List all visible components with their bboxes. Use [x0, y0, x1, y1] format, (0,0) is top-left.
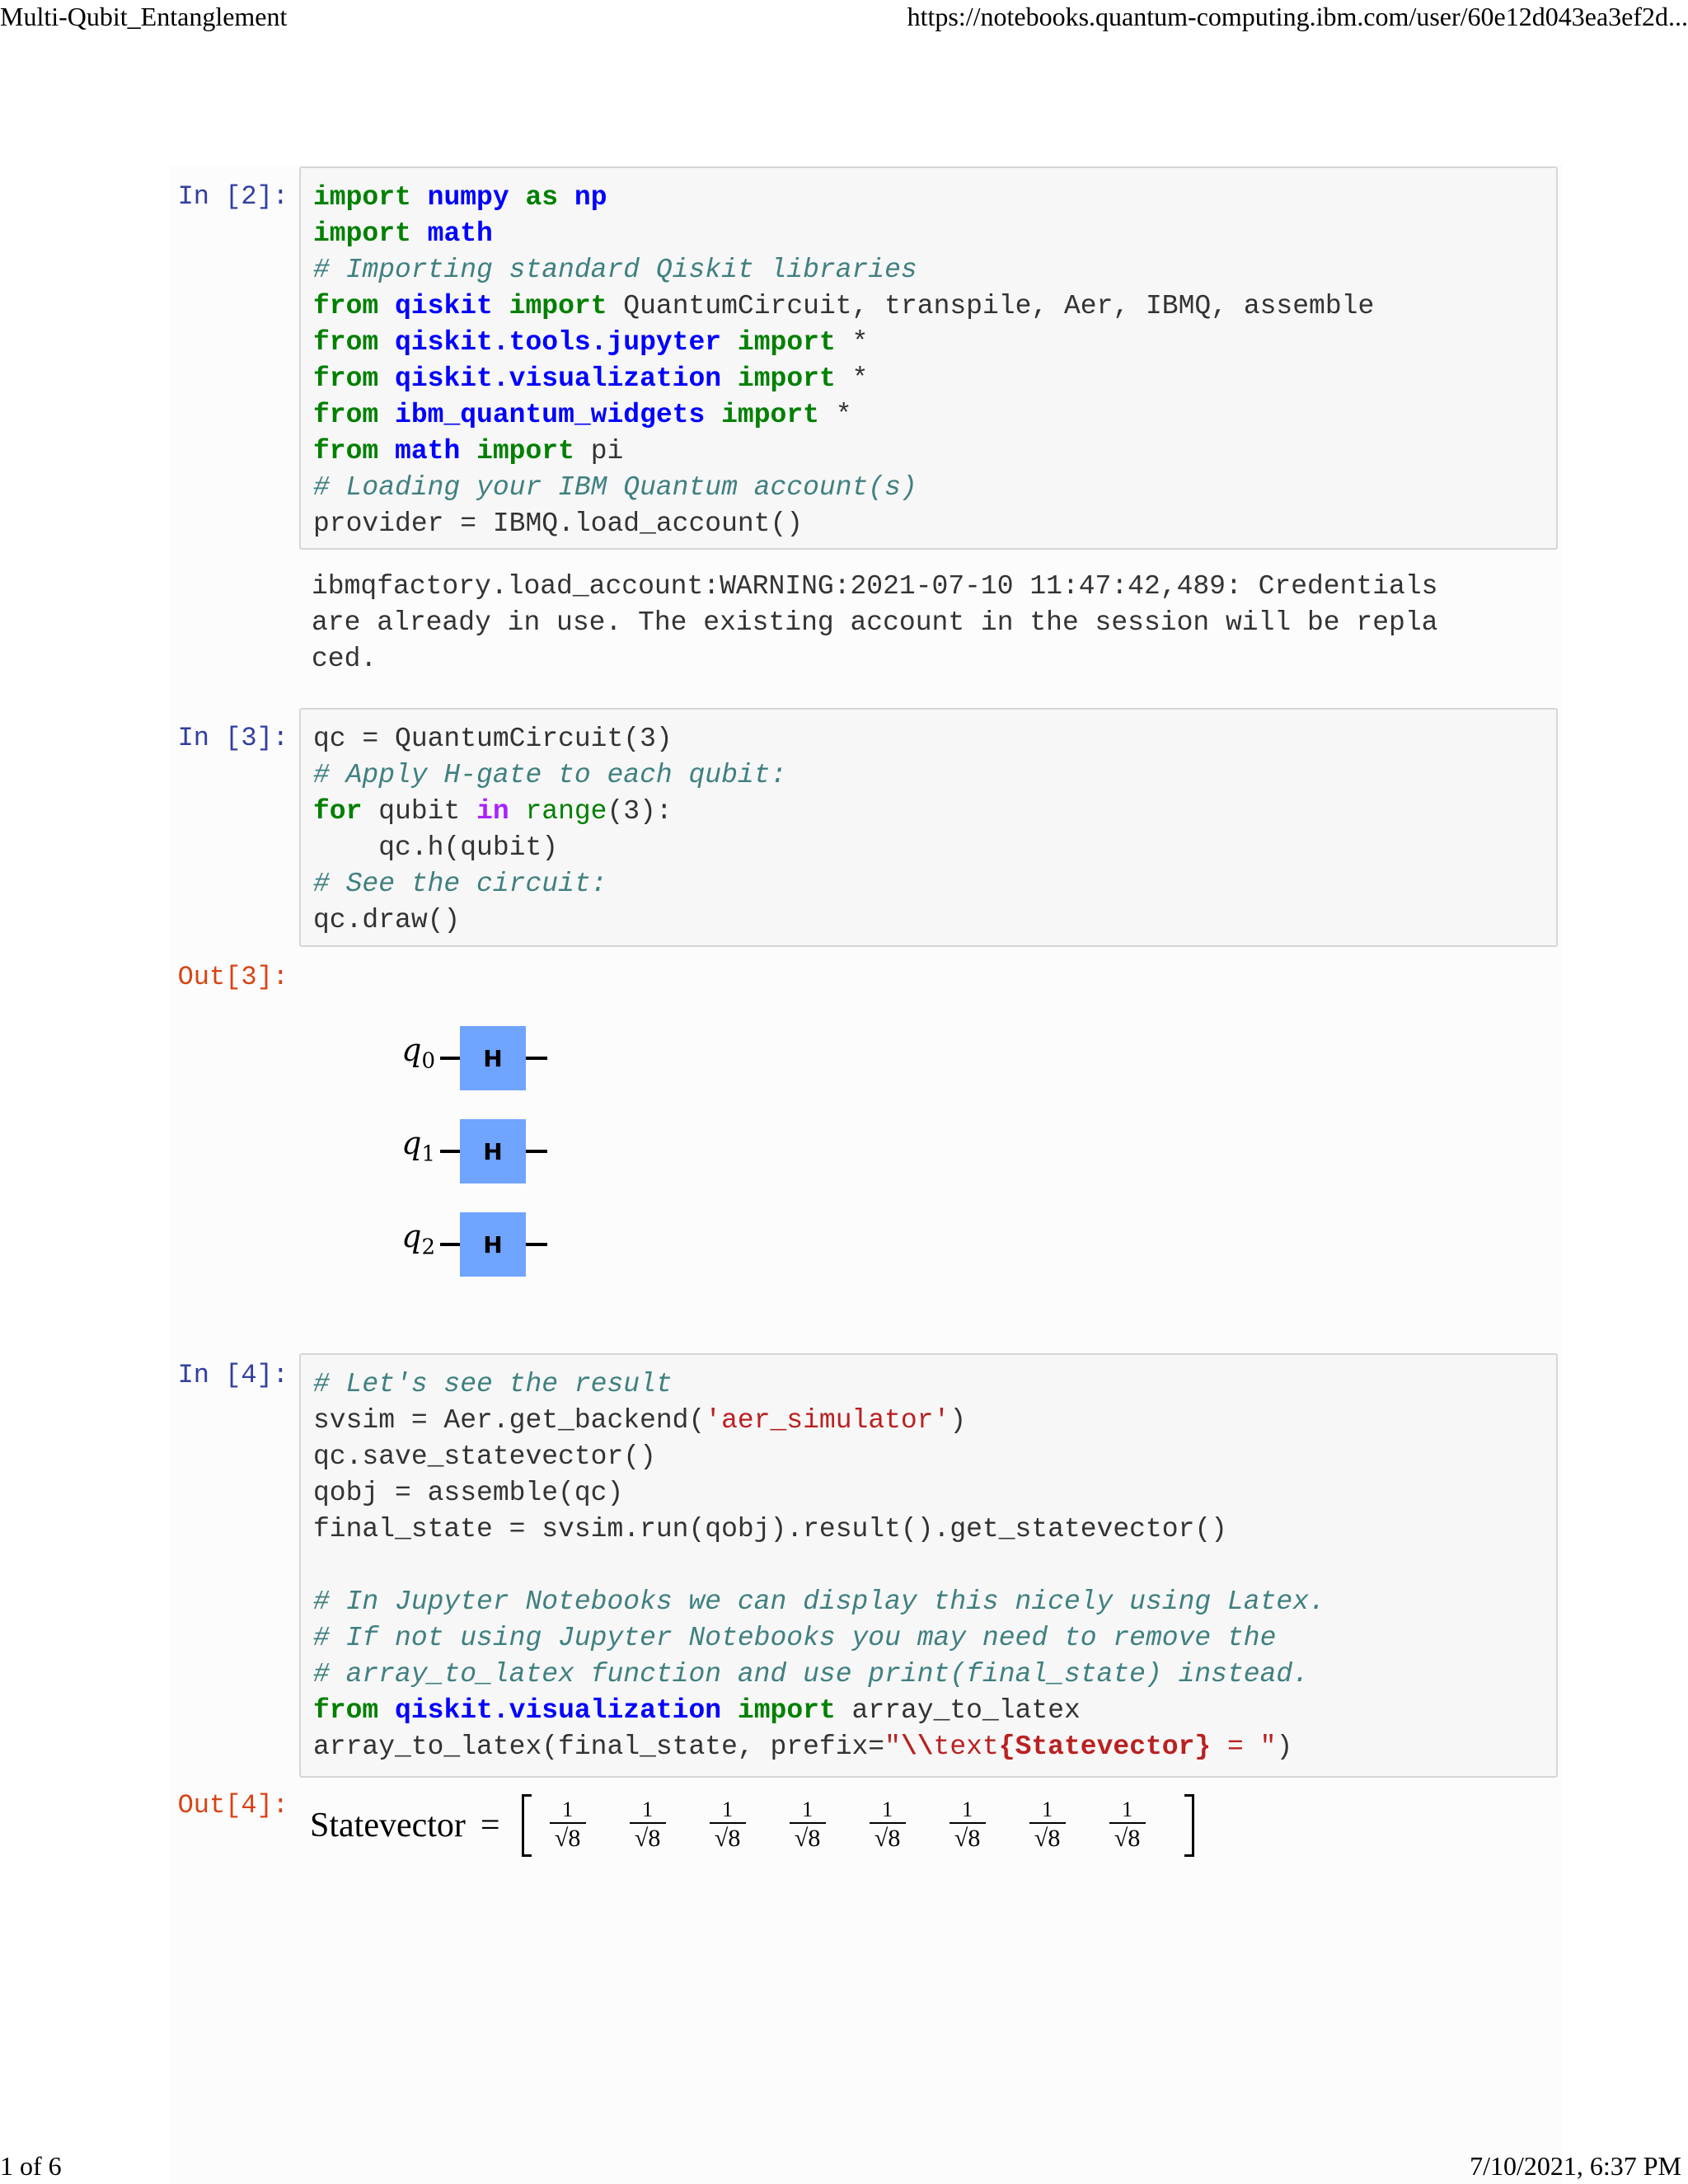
code-line: provider = IBMQ.load_account(): [313, 509, 804, 539]
code-line: qc = QuantumCircuit(3): [313, 724, 673, 754]
hadamard-gate: H: [460, 1026, 526, 1090]
code-line: # Importing standard Qiskit libraries: [313, 255, 917, 285]
amplitude-denominator: √8: [954, 1825, 981, 1852]
hadamard-gate: H: [460, 1119, 526, 1183]
amplitude-denominator: √8: [714, 1825, 741, 1852]
qubit-label: $q_1$: [401, 1125, 435, 1167]
code-line: qc.h(qubit): [313, 832, 559, 863]
cell-3-code-editor[interactable]: [299, 708, 1558, 947]
amplitude-numerator: 1: [870, 1797, 906, 1824]
code-line: final_state = svsim.run(qobj).result().get_statevector(): [313, 1514, 1227, 1544]
code-line: from qiskit.visualization import array_to_latex: [313, 1695, 1081, 1726]
code-line: # array_to_latex function and use print(final_state) instead.: [313, 1659, 1309, 1690]
cell-2-input-prompt: In [2]:: [177, 181, 288, 212]
print-footer-datetime: 7/10/2021, 6:37 PM: [1470, 2151, 1681, 2181]
code-line: from qiskit import QuantumCircuit, transpile, Aer, IBMQ, assemble: [313, 291, 1375, 321]
code-line: qc.draw(): [313, 905, 461, 935]
code-line: # In Jupyter Notebooks we can display this nicely using Latex.: [313, 1586, 1325, 1617]
cell-4-code: [313, 1366, 1325, 1765]
code-line: # Loading your IBM Quantum account(s): [313, 472, 917, 503]
amplitude-numerator: 1: [950, 1797, 986, 1824]
cell-4-code-editor[interactable]: [299, 1353, 1558, 1778]
amplitude-numerator: 1: [1029, 1797, 1066, 1824]
right-bracket: [1184, 1794, 1194, 1857]
code-line: # Apply H-gate to each qubit:: [313, 760, 787, 790]
code-line: # Let's see the result: [313, 1369, 673, 1399]
amplitude-numerator: 1: [1109, 1797, 1146, 1824]
amplitude-fraction: [621, 1797, 674, 1854]
code-line: svsim = Aer.get_backend('aer_simulator'): [313, 1405, 967, 1436]
amplitude-fraction: [1021, 1797, 1074, 1854]
hadamard-gate: H: [460, 1212, 526, 1277]
amplitude-fraction: [701, 1797, 754, 1854]
code-line: for qubit in range(3):: [313, 796, 673, 827]
amplitude-numerator: 1: [710, 1797, 746, 1824]
amplitude-fraction: [542, 1797, 594, 1854]
print-footer-page-counter: 1 of 6: [0, 2151, 62, 2181]
amplitude-fraction: [941, 1797, 994, 1854]
code-line: import math: [313, 218, 493, 249]
amplitude-numerator: 1: [630, 1797, 666, 1824]
cell-3-input-prompt: In [3]:: [177, 723, 288, 753]
code-line: from math import pi: [313, 436, 624, 466]
amplitude-denominator: √8: [794, 1825, 821, 1852]
amplitude-denominator: √8: [554, 1825, 581, 1852]
statevector-label: Statevector: [310, 1807, 466, 1844]
code-line: # If not using Jupyter Notebooks you may need to remove the: [313, 1623, 1277, 1653]
code-line: from ibm_quantum_widgets import *: [313, 400, 852, 430]
code-line: qc.save_statevector(): [313, 1441, 656, 1472]
cell-4-output-prompt: Out[4]:: [177, 1790, 288, 1821]
code-line: array_to_latex(final_state, prefix="\\text{Statevector} = "): [313, 1732, 1293, 1762]
cell-3-code: [313, 721, 786, 939]
amplitude-fraction: [781, 1797, 834, 1854]
code-line: from qiskit.visualization import *: [313, 363, 869, 394]
cell-4-input-prompt: In [4]:: [177, 1360, 288, 1390]
cell-3-output-prompt: Out[3]:: [177, 962, 288, 992]
qubit-label: $q_0$: [401, 1032, 435, 1074]
print-header-url[interactable]: https://notebooks.quantum-computing.ibm.com/user/60e12d043ea3ef2d...: [907, 2, 1688, 31]
amplitude-numerator: 1: [790, 1797, 826, 1824]
equals-sign: =: [480, 1807, 500, 1844]
amplitude-denominator: √8: [874, 1825, 901, 1852]
amplitude-denominator: √8: [1114, 1825, 1141, 1852]
code-line: qobj = assemble(qc): [313, 1478, 624, 1508]
print-header-title: Multi-Qubit_Entanglement: [0, 2, 288, 31]
cell-2-stream-output: ibmqfactory.load_account:WARNING:2021-07-10 11:47:42,489: Credentials are already in use. The existing account in the session will be repla ced.: [312, 571, 1438, 674]
amplitude-fraction: [1101, 1797, 1154, 1854]
statevector-output: [310, 1793, 1194, 1858]
amplitude-fraction: [861, 1797, 914, 1854]
code-line: from qiskit.tools.jupyter import *: [313, 327, 869, 358]
amplitude-denominator: √8: [1034, 1825, 1061, 1852]
amplitude-numerator: 1: [550, 1797, 586, 1824]
amplitude-denominator: √8: [634, 1825, 661, 1852]
cell-2-code: [313, 180, 1374, 542]
qubit-label: $q_2$: [401, 1218, 435, 1260]
quantum-circuit-diagram: [379, 1020, 560, 1292]
code-line: # See the circuit:: [313, 869, 607, 899]
cell-2-code-editor[interactable]: [299, 166, 1558, 550]
left-bracket: [522, 1794, 532, 1857]
code-line: import numpy as np: [313, 182, 607, 213]
